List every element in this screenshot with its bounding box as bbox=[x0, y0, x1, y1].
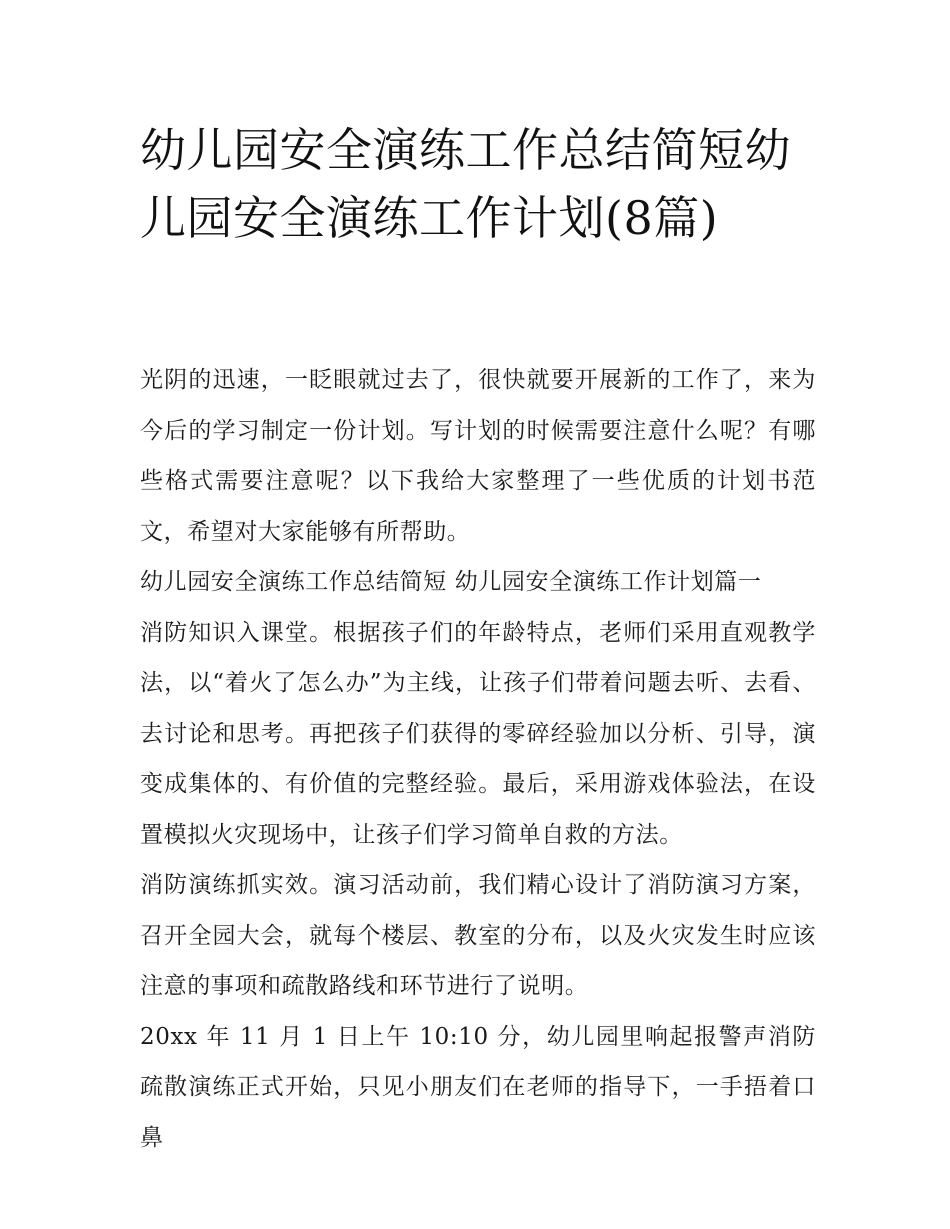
intro-paragraph: 光阴的迅速，一眨眼就过去了，很快就要开展新的工作了，来为今后的学习制定一份计划。写计划的时候需要注意什么呢？有哪些格式需要注意呢？以下我给大家整理了一些优质的计划书范文，希望对大家能够有所帮助。 bbox=[140, 367, 816, 545]
body-paragraph: 消防演练抓实效。演习活动前，我们精心设计了消防演习方案，召开全园大会，就每个楼层、教室的分布，以及火灾发生时应该注意的事项和疏散路线和环节进行了说明。 bbox=[140, 872, 816, 999]
document-body bbox=[140, 355, 816, 1163]
body-paragraph: 20xx 年 11 月 1 日上午 10:10 分，幼儿园里响起报警声消防疏散演练正式开始，只见小朋友们在老师的指导下，一手捂着口鼻 bbox=[140, 1023, 816, 1151]
section-heading: 幼儿园安全演练工作总结简短 幼儿园安全演练工作计划篇一 bbox=[140, 569, 762, 595]
document-title: 幼儿园安全演练工作总结简短幼儿园安全演练工作计划(8篇) bbox=[140, 123, 791, 245]
body-paragraph: 消防知识入课堂。根据孩子们的年龄特点，老师们采用直观教学法，以“着火了怎么办”为主线，让孩子们带着问题去听、去看、去讨论和思考。再把孩子们获得的零碎经验加以分析、引导，演变成集体的、有价值的完整经验。最后，采用游戏体验法，在设置模拟火灾现场中，让孩子们学习简单自救的方法。 bbox=[140, 619, 816, 848]
